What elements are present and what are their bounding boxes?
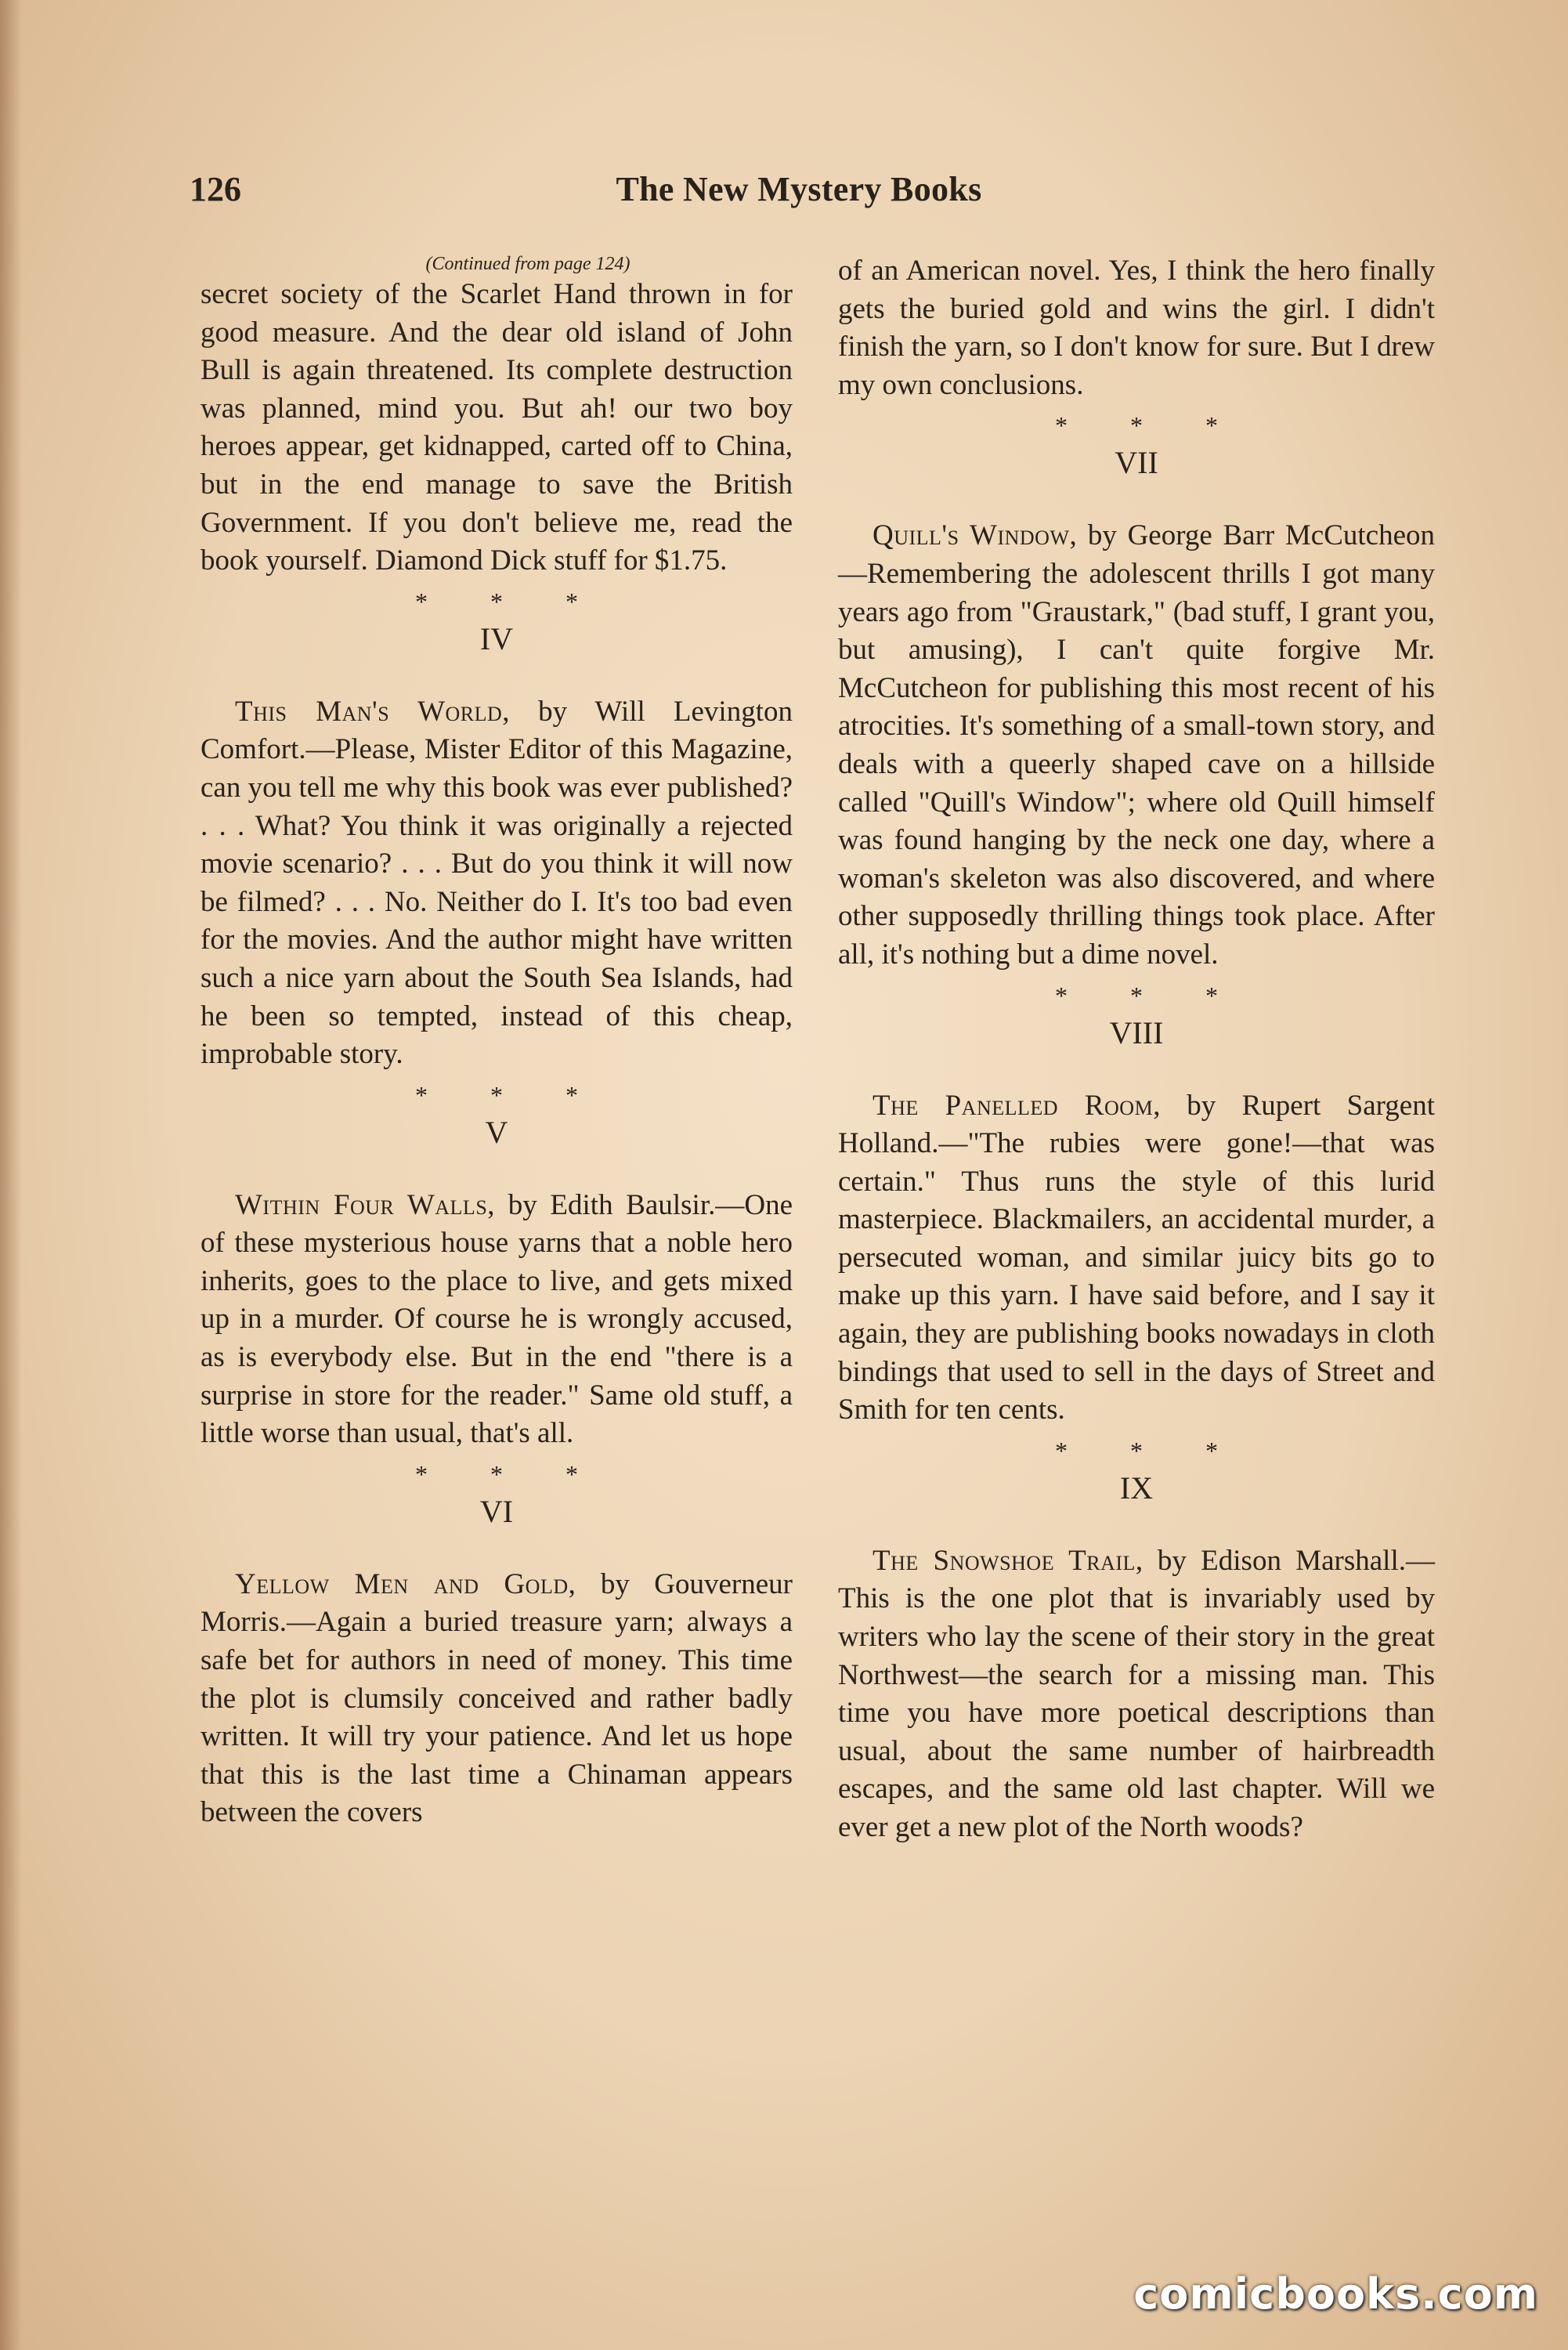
review-quills-window [838, 517, 1435, 974]
review-body: by Will Levington Comfort.—Please, Mister Editor of this Magazine, can you tell me why this book was ever published? . . . What? You think it was originally a rejected movie scenario? . . . But do you think it will now be filmed? . . . No. Neither do I. It's too bad even for the movies. And the author might have written such a nice yarn about the South Sea Islands, had he been so tempted, instead of this cheap, improbable story. [201, 695, 793, 1071]
page-number: 126 [190, 170, 241, 208]
book-title: Within Four Walls, [235, 1188, 496, 1221]
review-body: by Edison Marshall.—This is the one plot that is invariably used by writers who lay the scene of their story in the great Northwest—the search for a missing man. This time you have more poetical descriptions than usual, about the same number of hairbreadth escapes, and the same old last chapter. Will we ever get a new plot of the North woods? [838, 1544, 1435, 1843]
review-body: by Edith Baulsir.—One of these mysterious house yarns that a noble hero inherits, goes to the place to live, and gets mixed up in a murder. Of course he is wrongly accused, as is everybody else. But in the end "there is a surprise in store for the reader." Same old stuff, a little worse than usual, that's all. [201, 1188, 793, 1450]
section-numeral-v: V [485, 1114, 508, 1150]
page-edge-shadow [0, 0, 22, 2350]
book-title: The Panelled Room, [873, 1089, 1161, 1122]
review-this-mans-world [201, 693, 793, 1074]
review-body: by Gouverneur Morris.—Again a buried treasure yarn; always a safe bet for authors in need of money. This time the plot is clumsily conceived and rather badly written. It will try your patience. And let us hope that this is the last time a Chinaman appears between the covers [201, 1567, 793, 1829]
section-separator: * * * [415, 1080, 606, 1109]
book-title: Yellow Men and Gold, [235, 1567, 576, 1600]
section-separator: * * * [1055, 981, 1246, 1010]
running-title: The New Mystery Books [616, 170, 982, 208]
section-numeral-ix: IX [1119, 1470, 1154, 1506]
section-separator: * * * [415, 1459, 606, 1488]
book-title: Quill's Window, [873, 519, 1078, 552]
left-column [201, 252, 793, 1832]
continued-note: (Continued from page 124) [425, 254, 630, 274]
section-numeral-vi: VI [479, 1493, 514, 1529]
section-separator: * * * [1055, 1436, 1246, 1465]
book-title: The Snowshoe Trail, [873, 1544, 1143, 1577]
review-within-four-walls [201, 1187, 793, 1453]
section-numeral-viii: VIII [1109, 1014, 1164, 1050]
review-the-snowshoe-trail [838, 1542, 1435, 1847]
section-separator: * * * [415, 587, 606, 616]
right-column [838, 252, 1435, 1847]
opening-paragraph: secret society of the Scarlet Hand thrown in for good measure. And the dear old island of John Bull is again threatened. Its complete destruction was planned, mind you. But ah! our two boy heroes appear, get kidnapped, carted off to China, but in the end manage to save the British Government. If you don't believe me, read the book yourself. Diamond Dick stuff for $1.75. [201, 278, 793, 577]
opening-paragraph: of an American novel. Yes, I think the hero finally gets the buried gold and wins the girl. I didn't finish the yarn, so I don't know for sure. But I drew my own conclusions. [838, 255, 1435, 401]
section-separator: * * * [1055, 411, 1246, 440]
review-yellow-men-and-gold [201, 1566, 793, 1832]
review-body: by Rupert Sargent Holland.—"The rubies were gone!—that was certain." Thus runs the style of this lurid masterpiece. Blackmailers, an accidental murder, a persecuted woman, and similar juicy bits go to make up this yarn. I have said before, and I say it again, they are publishing books nowadays in cloth bindings that used to sell in the days of Street and Smith for ten cents. [838, 1089, 1435, 1426]
section-numeral-vii: VII [1115, 445, 1158, 481]
review-the-panelled-room [838, 1087, 1435, 1430]
site-watermark: comicbooks.com [1133, 2269, 1538, 2319]
book-title: This Man's World, [235, 695, 511, 728]
section-numeral-iv: IV [479, 620, 514, 656]
review-body: by George Barr McCutcheon—Remembering the adolescent thrills I got many years ago from "Graustark," (bad stuff, I grant you, but amusing), I can't quite forgive Mr. McCutcheon for publishing this most recent of his atrocities. It's something of a small-town story, and deals with a queerly shaped cave on a hillside called "Quill's Window"; where old Quill himself was found hanging by the neck one day, where a woman's skeleton was also discovered, and where other supposedly thrilling things took place. After all, it's nothing but a dime novel. [838, 519, 1435, 971]
